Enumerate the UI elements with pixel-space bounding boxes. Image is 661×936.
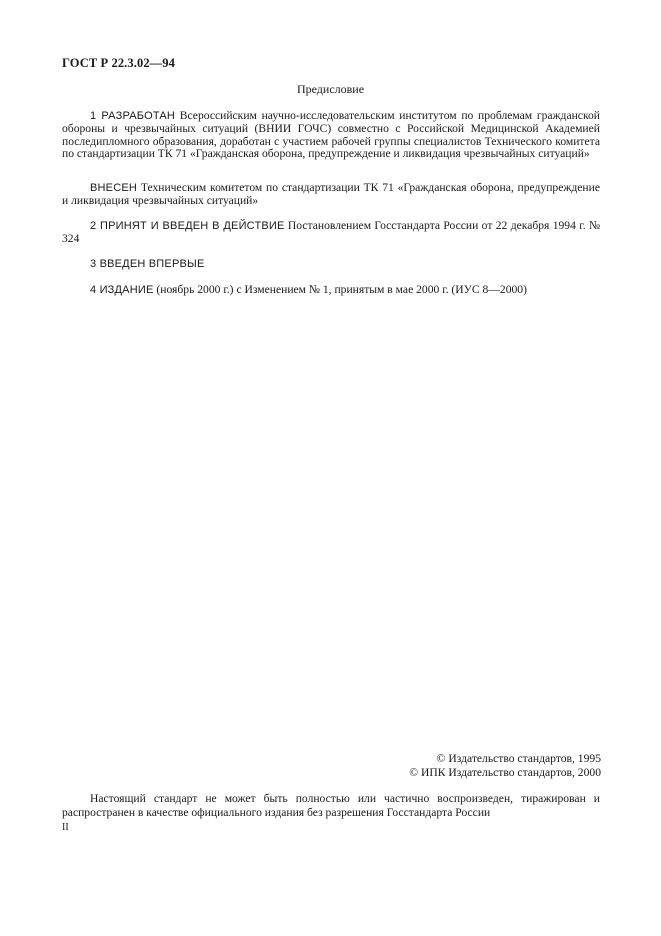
item-text: Постановлением Госстандарта России от 22 декабря 1994 г. № 324 (62, 219, 601, 245)
foreword-item-first-introduced (62, 258, 600, 271)
section-title: Предисловие (296, 82, 365, 96)
item-text: (ноябрь 2000 г.) с Изменением № 1, принятым в мае 2000 г. (ИУС 8—2000) (153, 283, 527, 296)
copyright-line: © ИПК Издательство стандартов, 2000 (409, 766, 601, 779)
item-text: Техническим комитетом по стандартизации ТК 71 «Гражданская оборона, предупреждение и ликвидация чрезвычайных ситуаций» (62, 181, 600, 207)
copyright-block (409, 752, 601, 780)
item-lead: 4 ИЗДАНИЕ (90, 284, 154, 296)
foreword-item-submitted (62, 182, 600, 208)
item-lead: ВНЕСЕН (90, 182, 138, 194)
item-lead: 1 РАЗРАБОТАН (90, 110, 176, 122)
reproduction-notice: Настоящий стандарт не может быть полностью или частично воспроизведен, тиражирован и распространен в качестве официального издания без разрешения Госстандарта России (62, 792, 600, 819)
item-text: Всероссийским научно-исследовательским институтом по проблемам гражданской обороны и чрезвычайных ситуаций (ВНИИ ГОЧС) совместно с Российской Медицинской Академией последипломного образования, доработан с участием рабочей группы специалистов Технического комитета по стандартизации ТК 71 «Гражданская оборона, предупреждение и ликвидация чрезвычайных ситуаций» (62, 109, 600, 161)
item-lead: 3 ВВЕДЕН ВПЕРВЫЕ (90, 258, 205, 270)
document-code: ГОСТ Р 22.3.02—94 (62, 56, 175, 70)
foreword-item-edition (62, 284, 600, 297)
copyright-line: © Издательство стандартов, 1995 (436, 752, 601, 765)
foreword-item-adopted (62, 220, 600, 246)
item-lead: 2 ПРИНЯТ И ВВЕДЕН В ДЕЙСТВИЕ (90, 220, 285, 232)
page-number: II (62, 822, 69, 833)
foreword-item-developed (62, 110, 600, 161)
